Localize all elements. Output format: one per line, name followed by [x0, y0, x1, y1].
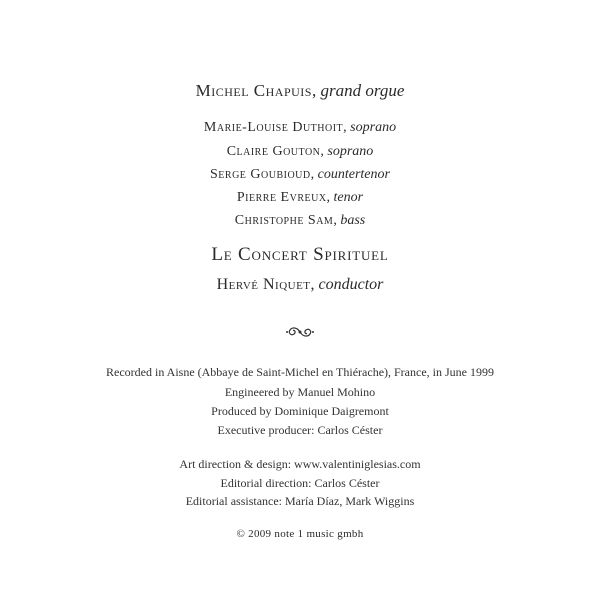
editorial-direction-credit: Editorial direction: Carlos Céster: [220, 476, 380, 490]
singer-name: Marie-Louise Duthoit: [203, 120, 344, 135]
singer-line: Pierre Evreux, tenor: [236, 190, 364, 205]
editorial-assistance-credit: Editorial assistance: María Díaz, Mark Wiggins: [185, 494, 415, 508]
singer-name: Christophe Sam: [234, 213, 334, 228]
singer-role: tenor: [333, 190, 364, 205]
singer-role: countertenor: [317, 167, 390, 182]
singer-line: Claire Gouton, soprano: [226, 144, 374, 159]
conductor-name: Hervé Niquet: [216, 276, 311, 293]
singer-role: soprano: [350, 120, 397, 135]
executive-producer-credit: Executive producer: Carlos Céster: [217, 423, 383, 437]
soloist-line: Michel Chapuis, grand orgue: [195, 81, 405, 100]
singer-line: Christophe Sam, bass: [234, 213, 366, 228]
conductor-line: Hervé Niquet, conductor: [216, 276, 384, 293]
conductor-role: conductor: [318, 276, 384, 293]
singer-name: Pierre Evreux: [236, 190, 327, 205]
soloist-role: grand orgue: [320, 81, 405, 100]
ensemble-name: Le Concert Spirituel: [211, 244, 389, 265]
singer-line: Marie-Louise Duthoit, soprano: [203, 120, 397, 135]
art-direction-credit: Art direction & design: www.valentiniglesias.com: [179, 457, 421, 471]
recording-credit: Recorded in Aisne (Abbaye de Saint-Michel en Thiérache), France, in June 1999: [106, 365, 494, 379]
engineer-credit: Engineered by Manuel Mohino: [224, 385, 376, 399]
singer-role: soprano: [327, 144, 374, 159]
singer-role: bass: [340, 213, 366, 228]
ornament-icon: [284, 324, 316, 340]
singer-name: Claire Gouton: [226, 144, 321, 159]
copyright-notice: © 2009 note 1 music gmbh: [236, 528, 364, 540]
singer-line: Serge Goubioud, countertenor: [210, 167, 390, 182]
soloist-name: Michel Chapuis: [195, 81, 312, 100]
singer-name: Serge Goubioud: [210, 167, 311, 182]
producer-credit: Produced by Dominique Daigremont: [211, 404, 389, 418]
